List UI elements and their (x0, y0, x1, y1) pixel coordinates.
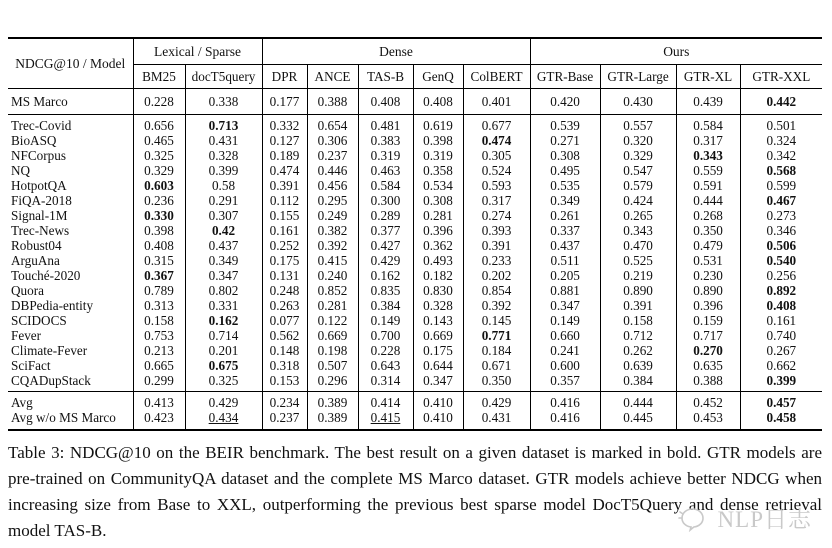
value-cell: 0.299 (133, 373, 185, 392)
value-cell: 0.261 (530, 208, 600, 223)
value-cell: 0.408 (740, 298, 822, 313)
value-cell: 0.559 (676, 163, 740, 178)
value-cell: 0.392 (463, 298, 530, 313)
value-cell: 0.427 (358, 238, 413, 253)
value-cell: 0.240 (307, 268, 358, 283)
value-cell: 0.584 (676, 115, 740, 134)
value-cell: 0.325 (185, 373, 262, 392)
value-cell: 0.300 (358, 193, 413, 208)
column-group: Dense (262, 38, 530, 65)
table-row (8, 298, 822, 313)
row-label: SciFact (11, 358, 51, 373)
value-cell: 0.593 (463, 178, 530, 193)
value-cell: 0.562 (262, 328, 307, 343)
value-cell: 0.273 (740, 208, 822, 223)
value-cell: 0.414 (358, 392, 413, 411)
value-cell: 0.453 (676, 410, 740, 430)
value-cell: 0.669 (413, 328, 463, 343)
column-header-gtr-base: GTR-Base (530, 65, 600, 89)
value-cell: 0.315 (133, 253, 185, 268)
value-cell: 0.332 (262, 115, 307, 134)
row-label: Trec-News (11, 223, 70, 238)
value-cell: 0.619 (413, 115, 463, 134)
value-cell: 0.358 (413, 163, 463, 178)
value-cell: 0.252 (262, 238, 307, 253)
value-cell: 0.713 (185, 115, 262, 134)
value-cell: 0.463 (358, 163, 413, 178)
value-cell: 0.677 (463, 115, 530, 134)
value-cell: 0.714 (185, 328, 262, 343)
value-cell: 0.237 (262, 410, 307, 430)
value-cell: 0.175 (413, 343, 463, 358)
value-cell: 0.331 (185, 298, 262, 313)
value-cell: 0.399 (740, 373, 822, 392)
value-cell: 0.753 (133, 328, 185, 343)
row-label: Avg (11, 395, 33, 410)
table-caption: Table 3: NDCG@10 on the BEIR benchmark. The best result on a given dataset is marked in bold. GTR models are pre-trained on CommunityQA dataset and the complete MS Marco dataset. GTR models achieve better NDCG when increasing size from Base to XXL, outperforming the previous best sparse model DocT5Query and dense retrieval model TAS-B. (8, 443, 822, 540)
value-cell: 0.330 (133, 208, 185, 223)
table-head (8, 38, 822, 89)
value-cell: 0.671 (463, 358, 530, 373)
value-cell: 0.669 (307, 328, 358, 343)
value-cell: 0.424 (600, 193, 676, 208)
column-header-gtr-xxl: GTR-XXL (740, 65, 822, 89)
value-cell: 0.268 (676, 208, 740, 223)
value-cell: 0.189 (262, 148, 307, 163)
value-cell: 0.408 (358, 89, 413, 115)
value-cell: 0.540 (740, 253, 822, 268)
table-row (8, 328, 822, 343)
column-header-gtr-xl: GTR-XL (676, 65, 740, 89)
value-cell: 0.320 (600, 133, 676, 148)
value-cell: 0.429 (358, 253, 413, 268)
value-cell: 0.270 (676, 343, 740, 358)
table-row (8, 343, 822, 358)
value-cell: 0.534 (413, 178, 463, 193)
value-cell: 0.452 (676, 392, 740, 411)
value-cell: 0.591 (676, 178, 740, 193)
value-cell: 0.600 (530, 358, 600, 373)
table-row (8, 115, 822, 134)
value-cell: 0.717 (676, 328, 740, 343)
value-cell: 0.396 (413, 223, 463, 238)
value-cell: 0.233 (463, 253, 530, 268)
value-cell: 0.712 (600, 328, 676, 343)
value-cell: 0.177 (262, 89, 307, 115)
value-cell: 0.343 (600, 223, 676, 238)
value-cell: 0.429 (185, 392, 262, 411)
value-cell: 0.416 (530, 392, 600, 411)
value-cell: 0.430 (600, 89, 676, 115)
value-cell: 0.892 (740, 283, 822, 298)
value-cell: 0.329 (600, 148, 676, 163)
value-cell: 0.155 (262, 208, 307, 223)
value-cell: 0.349 (530, 193, 600, 208)
value-cell: 0.398 (413, 133, 463, 148)
value-cell: 0.444 (600, 392, 676, 411)
column-header-doct5query: docT5query (185, 65, 262, 89)
table-row (8, 223, 822, 238)
value-cell: 0.349 (185, 253, 262, 268)
row-label: ArguAna (11, 253, 60, 268)
value-cell: 0.654 (307, 115, 358, 134)
table-row (8, 163, 822, 178)
value-cell: 0.507 (307, 358, 358, 373)
value-cell: 0.434 (185, 410, 262, 430)
value-cell: 0.317 (463, 193, 530, 208)
value-cell: 0.230 (676, 268, 740, 283)
value-cell: 0.835 (358, 283, 413, 298)
value-cell: 0.228 (133, 89, 185, 115)
row-label: Trec-Covid (11, 118, 72, 133)
value-cell: 0.296 (307, 373, 358, 392)
table-row (8, 373, 822, 392)
value-cell: 0.329 (133, 163, 185, 178)
value-cell: 0.391 (262, 178, 307, 193)
value-cell: 0.343 (676, 148, 740, 163)
value-cell: 0.383 (358, 133, 413, 148)
value-cell: 0.382 (307, 223, 358, 238)
column-group: Ours (530, 38, 822, 65)
value-cell: 0.219 (600, 268, 676, 283)
table-row (8, 148, 822, 163)
value-cell: 0.305 (463, 148, 530, 163)
value-cell: 0.501 (740, 115, 822, 134)
column-header-ance: ANCE (307, 65, 358, 89)
value-cell: 0.58 (185, 178, 262, 193)
table-row (8, 253, 822, 268)
value-cell: 0.362 (413, 238, 463, 253)
value-cell: 0.281 (307, 298, 358, 313)
value-cell: 0.314 (358, 373, 413, 392)
value-cell: 0.158 (600, 313, 676, 328)
value-cell: 0.389 (307, 410, 358, 430)
column-header-gtr-large: GTR-Large (600, 65, 676, 89)
value-cell: 0.281 (413, 208, 463, 223)
value-cell: 0.377 (358, 223, 413, 238)
table-row (8, 238, 822, 253)
value-cell: 0.328 (413, 298, 463, 313)
value-cell: 0.306 (307, 133, 358, 148)
value-cell: 0.474 (262, 163, 307, 178)
value-cell: 0.431 (463, 410, 530, 430)
column-header-colbert: ColBERT (463, 65, 530, 89)
value-cell: 0.213 (133, 343, 185, 358)
value-cell: 0.458 (740, 410, 822, 430)
value-cell: 0.408 (413, 89, 463, 115)
value-cell: 0.442 (740, 89, 822, 115)
value-cell: 0.112 (262, 193, 307, 208)
value-cell: 0.429 (463, 392, 530, 411)
corner-label: NDCG@10 / Model (8, 38, 133, 89)
row-label: MS Marco (8, 89, 133, 115)
value-cell: 0.854 (463, 283, 530, 298)
value-cell: 0.881 (530, 283, 600, 298)
value-cell: 0.740 (740, 328, 822, 343)
value-cell: 0.267 (740, 343, 822, 358)
value-cell: 0.408 (133, 238, 185, 253)
value-cell: 0.271 (530, 133, 600, 148)
value-cell: 0.313 (133, 298, 185, 313)
table-row (8, 410, 822, 430)
value-cell: 0.413 (133, 392, 185, 411)
row-label: BioASQ (11, 133, 57, 148)
value-cell: 0.415 (307, 253, 358, 268)
table-row (8, 283, 822, 298)
value-cell: 0.346 (740, 223, 822, 238)
value-cell: 0.662 (740, 358, 822, 373)
row-label: SCIDOCS (11, 313, 67, 328)
value-cell: 0.182 (413, 268, 463, 283)
value-cell: 0.317 (676, 133, 740, 148)
value-cell: 0.890 (600, 283, 676, 298)
value-cell: 0.234 (262, 392, 307, 411)
value-cell: 0.525 (600, 253, 676, 268)
row-label: Fever (11, 328, 42, 343)
value-cell: 0.401 (463, 89, 530, 115)
value-cell: 0.265 (600, 208, 676, 223)
value-cell: 0.446 (307, 163, 358, 178)
value-cell: 0.367 (133, 268, 185, 283)
value-cell: 0.431 (185, 133, 262, 148)
value-cell: 0.396 (676, 298, 740, 313)
value-cell: 0.122 (307, 313, 358, 328)
value-cell: 0.547 (600, 163, 676, 178)
value-cell: 0.324 (740, 133, 822, 148)
value-cell: 0.635 (676, 358, 740, 373)
section-averages (8, 392, 822, 431)
column-header-tas-b: TAS-B (358, 65, 413, 89)
value-cell: 0.077 (262, 313, 307, 328)
value-cell: 0.384 (600, 373, 676, 392)
watermark (677, 501, 812, 534)
value-cell: 0.149 (530, 313, 600, 328)
row-label: Touché-2020 (11, 268, 81, 283)
header-group-row (8, 38, 822, 65)
value-cell: 0.319 (358, 148, 413, 163)
value-cell: 0.161 (262, 223, 307, 238)
value-cell: 0.347 (413, 373, 463, 392)
value-cell: 0.665 (133, 358, 185, 373)
value-cell: 0.237 (307, 148, 358, 163)
value-cell: 0.391 (600, 298, 676, 313)
section-msmarco (8, 89, 822, 115)
table-row (8, 178, 822, 193)
value-cell: 0.639 (600, 358, 676, 373)
value-cell: 0.603 (133, 178, 185, 193)
value-cell: 0.201 (185, 343, 262, 358)
value-cell: 0.161 (740, 313, 822, 328)
value-cell: 0.437 (530, 238, 600, 253)
value-cell: 0.153 (262, 373, 307, 392)
value-cell: 0.410 (413, 410, 463, 430)
value-cell: 0.236 (133, 193, 185, 208)
value-cell: 0.388 (676, 373, 740, 392)
value-cell: 0.338 (185, 89, 262, 115)
value-cell: 0.158 (133, 313, 185, 328)
value-cell: 0.416 (530, 410, 600, 430)
value-cell: 0.325 (133, 148, 185, 163)
value-cell: 0.579 (600, 178, 676, 193)
row-label: DBPedia-entity (11, 298, 94, 313)
value-cell: 0.399 (185, 163, 262, 178)
value-cell: 0.295 (307, 193, 358, 208)
table-row (8, 268, 822, 283)
column-header-genq: GenQ (413, 65, 463, 89)
value-cell: 0.175 (262, 253, 307, 268)
value-cell: 0.700 (358, 328, 413, 343)
value-cell: 0.337 (530, 223, 600, 238)
value-cell: 0.357 (530, 373, 600, 392)
table-row (8, 133, 822, 148)
row-label: FiQA-2018 (11, 193, 72, 208)
row-label: CQADupStack (8, 373, 133, 392)
value-cell: 0.393 (463, 223, 530, 238)
column-header-bm25: BM25 (133, 65, 185, 89)
value-cell: 0.274 (463, 208, 530, 223)
value-cell: 0.184 (463, 343, 530, 358)
value-cell: 0.228 (358, 343, 413, 358)
value-cell: 0.159 (676, 313, 740, 328)
value-cell: 0.584 (358, 178, 413, 193)
value-cell: 0.318 (262, 358, 307, 373)
value-cell: 0.202 (463, 268, 530, 283)
value-cell: 0.149 (358, 313, 413, 328)
value-cell: 0.495 (530, 163, 600, 178)
value-cell: 0.493 (413, 253, 463, 268)
value-cell: 0.415 (358, 410, 413, 430)
value-cell: 0.127 (262, 133, 307, 148)
value-cell: 0.248 (262, 283, 307, 298)
row-label: Robust04 (11, 238, 62, 253)
value-cell: 0.511 (530, 253, 600, 268)
table-row (8, 193, 822, 208)
watermark-text: NLP日志 (717, 507, 812, 532)
value-cell: 0.660 (530, 328, 600, 343)
value-cell: 0.439 (676, 89, 740, 115)
column-group: Lexical / Sparse (133, 38, 262, 65)
row-label: Quora (11, 283, 44, 298)
value-cell: 0.347 (185, 268, 262, 283)
value-cell: 0.42 (185, 223, 262, 238)
value-cell: 0.557 (600, 115, 676, 134)
value-cell: 0.675 (185, 358, 262, 373)
value-cell: 0.262 (600, 343, 676, 358)
value-cell: 0.423 (133, 410, 185, 430)
value-cell: 0.470 (600, 238, 676, 253)
value-cell: 0.328 (185, 148, 262, 163)
value-cell: 0.444 (676, 193, 740, 208)
value-cell: 0.398 (133, 223, 185, 238)
table-row (8, 313, 822, 328)
table-row (8, 208, 822, 223)
row-label: Avg w/o MS Marco (11, 410, 116, 425)
value-cell: 0.531 (676, 253, 740, 268)
value-cell: 0.890 (676, 283, 740, 298)
value-cell: 0.420 (530, 89, 600, 115)
value-cell: 0.319 (413, 148, 463, 163)
value-cell: 0.241 (530, 343, 600, 358)
value-cell: 0.256 (740, 268, 822, 283)
value-cell: 0.506 (740, 238, 822, 253)
value-cell: 0.643 (358, 358, 413, 373)
value-cell: 0.347 (530, 298, 600, 313)
value-cell: 0.205 (530, 268, 600, 283)
value-cell: 0.289 (358, 208, 413, 223)
row-label: NQ (11, 163, 31, 178)
value-cell: 0.307 (185, 208, 262, 223)
value-cell: 0.410 (413, 392, 463, 411)
value-cell: 0.249 (307, 208, 358, 223)
value-cell: 0.481 (358, 115, 413, 134)
section-datasets (8, 115, 822, 392)
value-cell: 0.457 (740, 392, 822, 411)
table-row (8, 358, 822, 373)
value-cell: 0.445 (600, 410, 676, 430)
row-label: Climate-Fever (11, 343, 88, 358)
value-cell: 0.162 (358, 268, 413, 283)
nlp-logo-icon (677, 504, 711, 532)
value-cell: 0.539 (530, 115, 600, 134)
value-cell: 0.263 (262, 298, 307, 313)
value-cell: 0.465 (133, 133, 185, 148)
row-label: HotpotQA (11, 178, 67, 193)
value-cell: 0.852 (307, 283, 358, 298)
value-cell: 0.145 (463, 313, 530, 328)
value-cell: 0.479 (676, 238, 740, 253)
value-cell: 0.131 (262, 268, 307, 283)
value-cell: 0.388 (307, 89, 358, 115)
results-table (8, 37, 822, 431)
value-cell: 0.350 (463, 373, 530, 392)
value-cell: 0.789 (133, 283, 185, 298)
row-label: NFCorpus (11, 148, 66, 163)
value-cell: 0.644 (413, 358, 463, 373)
value-cell: 0.162 (185, 313, 262, 328)
value-cell: 0.568 (740, 163, 822, 178)
value-cell: 0.391 (463, 238, 530, 253)
table-row (8, 392, 822, 411)
value-cell: 0.802 (185, 283, 262, 298)
value-cell: 0.474 (463, 133, 530, 148)
value-cell: 0.467 (740, 193, 822, 208)
value-cell: 0.392 (307, 238, 358, 253)
value-cell: 0.599 (740, 178, 822, 193)
value-cell: 0.198 (307, 343, 358, 358)
value-cell: 0.771 (463, 328, 530, 343)
value-cell: 0.342 (740, 148, 822, 163)
value-cell: 0.456 (307, 178, 358, 193)
value-cell: 0.524 (463, 163, 530, 178)
value-cell: 0.437 (185, 238, 262, 253)
value-cell: 0.143 (413, 313, 463, 328)
value-cell: 0.308 (413, 193, 463, 208)
value-cell: 0.350 (676, 223, 740, 238)
value-cell: 0.291 (185, 193, 262, 208)
row-label: Signal-1M (11, 208, 68, 223)
value-cell: 0.389 (307, 392, 358, 411)
column-header-dpr: DPR (262, 65, 307, 89)
value-cell: 0.148 (262, 343, 307, 358)
table-row (8, 89, 822, 115)
value-cell: 0.535 (530, 178, 600, 193)
value-cell: 0.656 (133, 115, 185, 134)
value-cell: 0.830 (413, 283, 463, 298)
value-cell: 0.384 (358, 298, 413, 313)
value-cell: 0.308 (530, 148, 600, 163)
